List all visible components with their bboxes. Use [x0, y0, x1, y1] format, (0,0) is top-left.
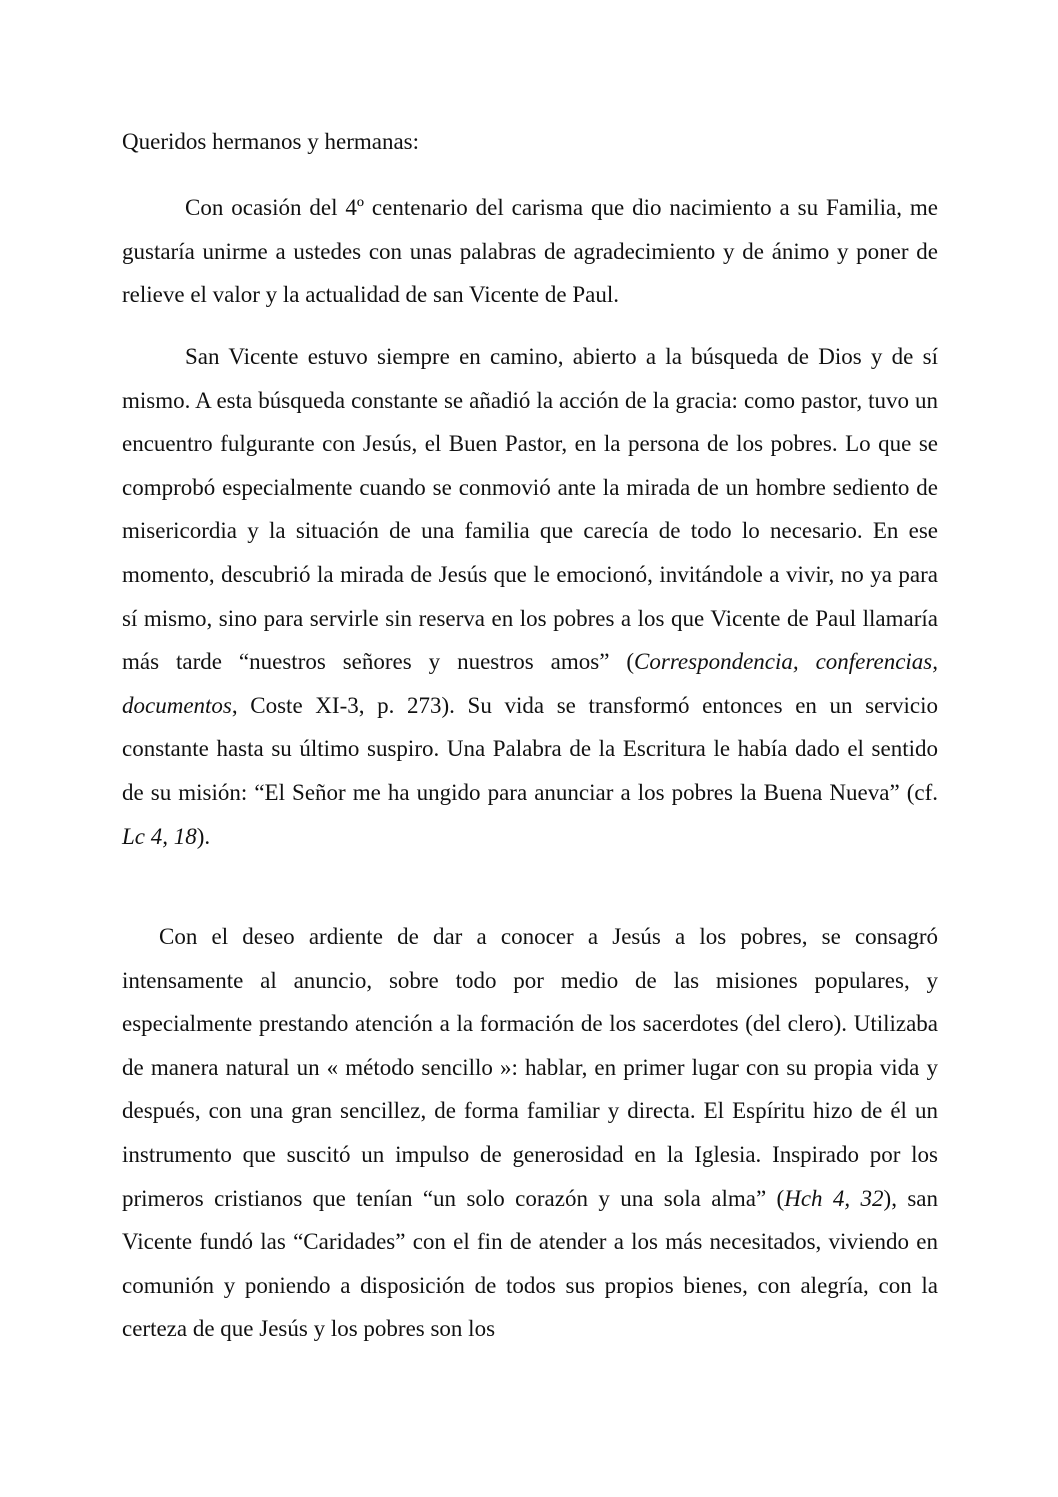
scripture-reference-lc: Lc 4, 18	[122, 823, 197, 849]
scripture-reference-hch: Hch 4, 32	[784, 1185, 884, 1211]
paragraph-3	[122, 915, 938, 1351]
paragraph-2-text-b: , Coste XI-3, p. 273). Su vida se transformó entonces en un servicio constante hasta su último suspiro. Una Palabra de la Escritura le había dado el sentido de su misión: “El Señor me ha ungido para anunciar a los pobres la Buena Nueva” (cf.	[122, 692, 938, 805]
paragraph-2-text-a: San Vicente estuvo siempre en camino, abierto a la búsqueda de Dios y de sí mismo. A esta búsqueda constante se añadió la acción de la gracia: como pastor, tuvo un encuentro fulgurante con Jesús, el Buen Pastor, en la persona de los pobres. Lo que se comprobó especialmente cuando se conmovió ante la mirada de un hombre sediento de misericordia y la situación de una familia que carecía de todo lo necesario. En ese momento, descubrió la mirada de Jesús que le emocionó, invitándole a vivir, no ya para sí mismo, sino para servirle sin reserva en los pobres a los que Vicente de Paul llamaría más tarde “nuestros señores y nuestros amos” (	[122, 344, 938, 675]
salutation: Queridos hermanos y hermanas:	[122, 129, 420, 154]
paragraph-3-text-a: Con el deseo ardiente de dar a conocer a Jesús a los pobres, se consagró intensamente al anuncio, sobre todo por medio de las misiones populares, y especialmente prestando atención a la formación de los sacerdotes (del clero). Utilizaba de manera natural un « método sencillo »: hablar, en primer lugar con su propia vida y después, con una gran sencillez, de forma familiar y directa. El Espíritu hizo de él un instrumento que suscitó un impulso de generosidad en la Iglesia. Inspirado por los primeros cristianos que tenían “un solo corazón y una sola alma” (	[122, 924, 938, 1211]
paragraph-1: Con ocasión del 4º centenario del carisma que dio nacimiento a su Familia, me gustaría unirme a ustedes con unas palabras de agradecimiento y de ánimo y poner de relieve el valor y la actualidad de san Vicente de Paul.	[122, 195, 938, 308]
paragraph-2	[122, 335, 938, 858]
citation-title: Correspondencia, conferencias, documentos	[122, 649, 938, 718]
paragraph-3-text-b: ), san Vicente fundó las “Caridades” con el fin de atender a los más necesitados, viviendo en comunión y poniendo a disposición de todos sus propios bienes, con alegría, con la certeza de que Jesús y los pobres son los	[122, 1185, 938, 1342]
paragraph-2-text-c: ).	[196, 823, 211, 849]
